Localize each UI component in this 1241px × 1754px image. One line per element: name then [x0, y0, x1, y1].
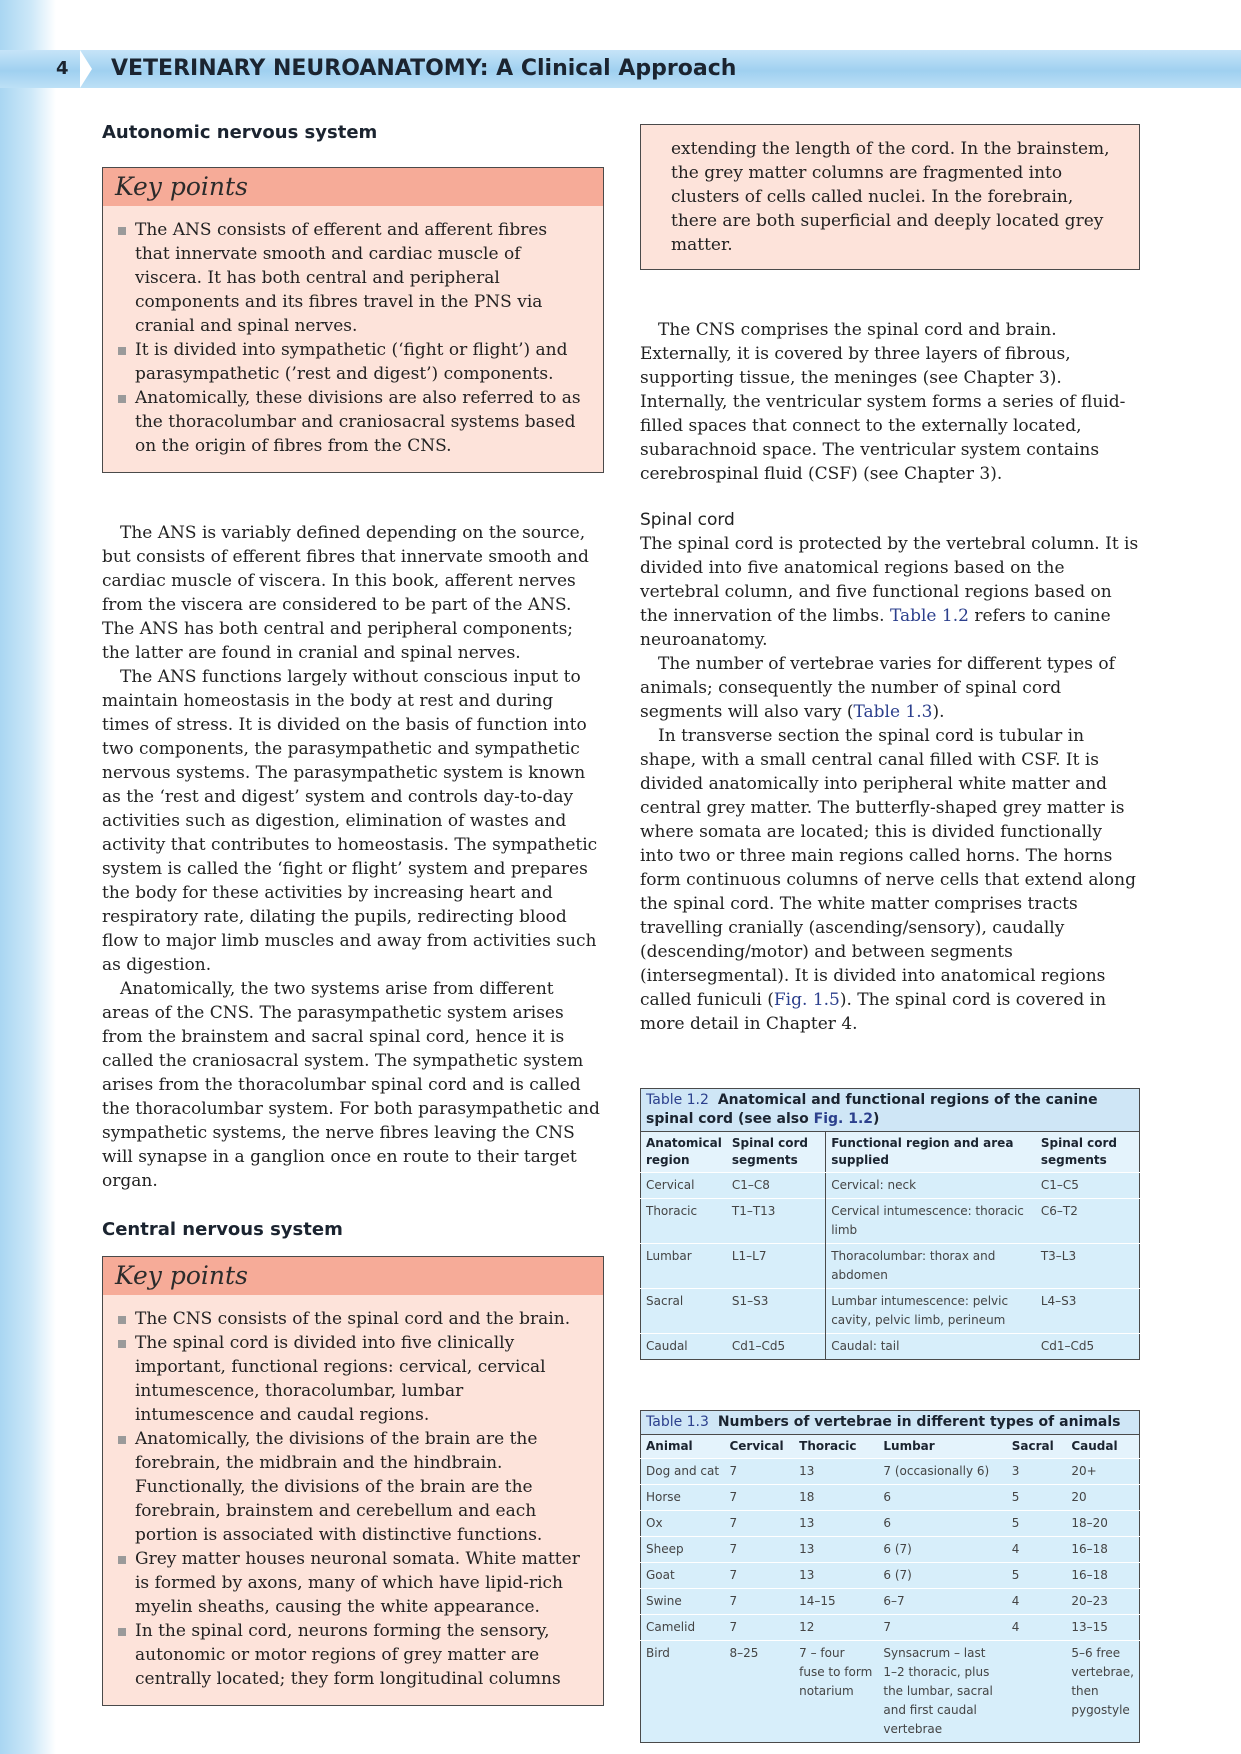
body-paragraph: [640, 724, 1140, 1036]
table-row: [641, 1563, 1140, 1589]
table-cell: Thoracolumbar: thorax and abdomen: [826, 1244, 1036, 1289]
text-run: ).: [932, 702, 945, 722]
table-cell: Swine: [641, 1589, 725, 1615]
table-cell: T1–T13: [727, 1199, 826, 1244]
table-cell: Dog and cat: [641, 1459, 725, 1485]
table-cell: Cervical: neck: [826, 1173, 1036, 1199]
key-point-item: In the spinal cord, neurons forming the sensory, autonomic or motor regions of grey matter are centrally located; they form longitudinal columns: [135, 1619, 585, 1691]
key-points-box-cns: [102, 1256, 604, 1706]
key-point-item: The CNS consists of the spinal cord and the brain.: [135, 1307, 585, 1331]
table-cell: Horse: [641, 1485, 725, 1511]
table-cell: Lumbar: [641, 1244, 727, 1289]
subheading-spinal-cord: Spinal cord: [640, 510, 735, 530]
table-cell: L1–L7: [727, 1244, 826, 1289]
section-heading-ans: Autonomic nervous system: [102, 122, 378, 143]
key-points-title: Key points: [103, 168, 603, 206]
text-run: The number of vertebrae varies for different types of animals; consequently the number of spinal cord segments will also vary (: [640, 654, 1115, 722]
column-header: Cervical: [724, 1435, 794, 1459]
table-cell: 18–20: [1066, 1511, 1139, 1537]
text-run: refers to canine neuroanatomy.: [640, 606, 1111, 650]
table-cell: Sheep: [641, 1537, 725, 1563]
table-cell: S1–S3: [727, 1289, 826, 1334]
table-cell: 7 – four fuse to form notarium: [794, 1641, 878, 1743]
table-label: Table 1.2: [646, 1092, 709, 1108]
table-cell: 8–25: [724, 1641, 794, 1743]
column-header: Anatomical region: [641, 1132, 727, 1173]
table-cell: 20+: [1066, 1459, 1139, 1485]
table-header-row: [641, 1132, 1140, 1173]
table-cell: C1–C8: [727, 1173, 826, 1199]
table-row: [641, 1615, 1140, 1641]
table-cell: Sacral: [641, 1289, 727, 1334]
table-title: Numbers of vertebrae in different types of animals: [717, 1414, 1121, 1430]
table-cell: 5–6 free vertebrae, then pygostyle: [1066, 1641, 1139, 1743]
body-paragraph: The ANS is variably defined depending on the source, but consists of efferent fibres that innervate smooth and cardiac muscle of viscera. In this book, afferent nerves from the viscera are considered to be part of the ANS. The ANS has both central and peripheral components; the latter are found in cranial and spinal nerves.: [102, 523, 589, 663]
key-points-list: [103, 1295, 603, 1705]
table-cell: 16–18: [1066, 1563, 1139, 1589]
table-cell: Bird: [641, 1641, 725, 1743]
table-cell: Ox: [641, 1511, 725, 1537]
table-cell: Caudal: tail: [826, 1334, 1036, 1360]
key-points-box-continued: extending the length of the cord. In the brainstem, the grey matter columns are fragmented into clusters of cells called nuclei. In the forebrain, there are both superficial and deeply located grey matter.: [640, 124, 1140, 270]
key-point-item: The ANS consists of efferent and afferent fibres that innervate smooth and cardiac muscle of viscera. It has both central and peripheral components and its fibres travel in the PNS via cranial and spinal nerves.: [135, 218, 585, 338]
table-cell: Cervical intumescence: thoracic limb: [826, 1199, 1036, 1244]
running-title: VETERINARY NEUROANATOMY: A Clinical Approach: [111, 56, 737, 81]
key-point-item: The spinal cord is divided into five clinically important, functional regions: cervical, cervical intumescence, thoracolumbar, lumbar intumescence and caudal regions.: [135, 1331, 585, 1427]
column-header: Spinal cord segments: [1036, 1132, 1140, 1173]
table-row: [641, 1485, 1140, 1511]
table-cell: C1–C5: [1036, 1173, 1140, 1199]
column-header: Caudal: [1066, 1435, 1139, 1459]
page-number: 4: [56, 58, 69, 79]
table-cell: Goat: [641, 1563, 725, 1589]
table-cell: 7: [724, 1485, 794, 1511]
cross-reference-link[interactable]: Table 1.3: [853, 702, 933, 722]
table-cell: 12: [794, 1615, 878, 1641]
table-cell: 13–15: [1066, 1615, 1139, 1641]
table-row: [641, 1589, 1140, 1615]
right-column: [640, 124, 1140, 1743]
table-row: [641, 1244, 1140, 1289]
table-cell: 5: [1007, 1485, 1067, 1511]
table-cell: Cd1–Cd5: [1036, 1334, 1140, 1360]
table-cell: Cd1–Cd5: [727, 1334, 826, 1360]
table-cell: 7: [724, 1563, 794, 1589]
table-cell: Lumbar intumescence: pelvic cavity, pelvic limb, perineum: [826, 1289, 1036, 1334]
column-header: Sacral: [1007, 1435, 1067, 1459]
table-row: [641, 1511, 1140, 1537]
table-cell: Cervical: [641, 1173, 727, 1199]
table-cell: 7: [724, 1459, 794, 1485]
table-cell: 14–15: [794, 1589, 878, 1615]
table-header-row: [641, 1435, 1140, 1459]
cross-reference-link[interactable]: Table 1.2: [889, 606, 969, 626]
column-header: Functional region and area supplied: [826, 1132, 1036, 1173]
page-margin-band: [0, 0, 56, 1754]
table-row: [641, 1199, 1140, 1244]
text-run: The spinal cord is protected by the vertebral column. It is divided into five anatomical regions based on the vertebral column, and five functional regions based on the innervation of the limbs.: [640, 534, 1139, 626]
cross-reference-link[interactable]: Fig. 1.5: [773, 990, 840, 1010]
key-points-box-ans: [102, 167, 604, 473]
table-cell: Thoracic: [641, 1199, 727, 1244]
table-cell: L4–S3: [1036, 1289, 1140, 1334]
table-cell: 13: [794, 1511, 878, 1537]
table-cell: 6 (7): [878, 1563, 1006, 1589]
table-cell: 5: [1007, 1563, 1067, 1589]
header-chevron-icon: [80, 50, 92, 88]
table-cell: 20: [1066, 1485, 1139, 1511]
key-point-item: It is divided into sympathetic (‘fight or flight’) and parasympathetic (’rest and digest’) components.: [135, 338, 585, 386]
table-cell: 7: [724, 1537, 794, 1563]
table-row: [641, 1641, 1140, 1743]
table-caption: [640, 1088, 1140, 1131]
text-run: Anatomical and functional regions of the canine spinal cord (see also: [646, 1092, 1098, 1127]
key-point-item: Anatomically, the divisions of the brain are the forebrain, the midbrain and the hindbrain. Functionally, the divisions of the brain are the forebrain, brainstem and cerebellum and each portion is associated with distinctive functions.: [135, 1427, 585, 1547]
table-row: [641, 1289, 1140, 1334]
table-cell: 13: [794, 1537, 878, 1563]
table-cell: 7: [724, 1589, 794, 1615]
table-row: [641, 1459, 1140, 1485]
table-cell: T3–L3: [1036, 1244, 1140, 1289]
table-cell: Caudal: [641, 1334, 727, 1360]
table-1-3: [640, 1410, 1140, 1743]
table-row: [641, 1173, 1140, 1199]
table-cell: 6 (7): [878, 1537, 1006, 1563]
key-points-title: Key points: [103, 1257, 603, 1295]
table-1-2: [640, 1088, 1140, 1360]
body-paragraph: [640, 532, 1140, 652]
table-cell: 16–18: [1066, 1537, 1139, 1563]
table-cell: Camelid: [641, 1615, 725, 1641]
key-point-item: Anatomically, these divisions are also referred to as the thoracolumbar and craniosacral systems based on the origin of fibres from the CNS.: [135, 386, 585, 458]
table-cell: 4: [1007, 1615, 1067, 1641]
key-point-item: Grey matter houses neuronal somata. White matter is formed by axons, many of which have lipid-rich myelin sheaths, causing the white appearance.: [135, 1547, 585, 1619]
table-cell: 20–23: [1066, 1589, 1139, 1615]
column-header: Thoracic: [794, 1435, 878, 1459]
table-cell: 6: [878, 1511, 1006, 1537]
table-cell: 7 (occasionally 6): [878, 1459, 1006, 1485]
table-cell: 5: [1007, 1511, 1067, 1537]
table-cell: 4: [1007, 1589, 1067, 1615]
column-header: Lumbar: [878, 1435, 1006, 1459]
table-row: [641, 1334, 1140, 1360]
table-cell: 4: [1007, 1537, 1067, 1563]
table-cell: 6: [878, 1485, 1006, 1511]
text-run: ): [873, 1111, 880, 1127]
table-label: Table 1.3: [646, 1414, 709, 1430]
body-paragraph: [640, 652, 1140, 724]
table-title: [646, 1092, 1098, 1127]
text-run: ). The spinal cord is covered in more detail in Chapter 4.: [640, 990, 1107, 1034]
table-cell: 13: [794, 1459, 878, 1485]
table-caption: [640, 1410, 1140, 1434]
body-paragraph: Anatomically, the two systems arise from different areas of the CNS. The parasympathetic system arises from the brainstem and sacral spinal cord, hence it is called the craniosacral system. The sympathetic system arises from the thoracolumbar spinal cord and is called the thoracolumbar system. For both parasympathetic and sympathetic systems, the nerve fibres leaving the CNS will synapse in a ganglion once en route to their target organ.: [102, 979, 600, 1191]
section-heading-cns: Central nervous system: [102, 1219, 343, 1240]
text-run: In transverse section the spinal cord is tubular in shape, with a small central canal filled with CSF. It is divided anatomically into peripheral white matter and central grey matter. The butterfly-shaped grey matter is where somata are located; this is divided functionally into two or three main regions called horns. The horns form continuous columns of nerve cells that extend along the spinal cord. The white matter comprises tracts travelling cranially (ascending/sensory), caudally (descending/motor) and between segments (intersegmental). It is divided into anatomical regions called funiculi (: [640, 726, 1136, 1010]
body-paragraph: The CNS comprises the spinal cord and brain. Externally, it is covered by three layers of fibrous, supporting tissue, the meninges (see Chapter 3). Internally, the ventricular system forms a series of fluid-filled spaces that connect to the externally located, subarachnoid space. The ventricular system contains cerebrospinal fluid (CSF) (see Chapter 3).: [640, 320, 1126, 484]
column-header: Spinal cord segments: [727, 1132, 826, 1173]
table-cell: 7: [724, 1511, 794, 1537]
table-cell: Synsacrum – last 1–2 thoracic, plus the lumbar, sacral and first caudal vertebrae: [878, 1641, 1006, 1743]
table-cell: 7: [724, 1615, 794, 1641]
table-cell: 6–7: [878, 1589, 1006, 1615]
table-cell: 3: [1007, 1459, 1067, 1485]
body-paragraph: The ANS functions largely without conscious input to maintain homeostasis in the body at rest and during times of stress. It is divided on the basis of function into two components, the parasympathetic and sympathetic nervous systems. The parasympathetic system is known as the ‘rest and digest’ system and controls day-to-day activities such as digestion, elimination of wastes and activity that contributes to homeostasis. The sympathetic system is called the ‘fight or flight’ system and prepares the body for these activities by increasing heart and respiratory rate, dilating the pupils, redirecting blood flow to major limb muscles and away from activities such as digestion.: [102, 667, 598, 975]
column-header: Animal: [641, 1435, 725, 1459]
table-cell: C6–T2: [1036, 1199, 1140, 1244]
table-cell: 7: [878, 1615, 1006, 1641]
table-cell: 18: [794, 1485, 878, 1511]
left-column: [102, 116, 604, 1706]
table-cell: 13: [794, 1563, 878, 1589]
table-row: [641, 1537, 1140, 1563]
table-cell: [1007, 1641, 1067, 1743]
key-points-list: [103, 206, 603, 472]
cross-reference-link[interactable]: Fig. 1.2: [813, 1111, 874, 1127]
